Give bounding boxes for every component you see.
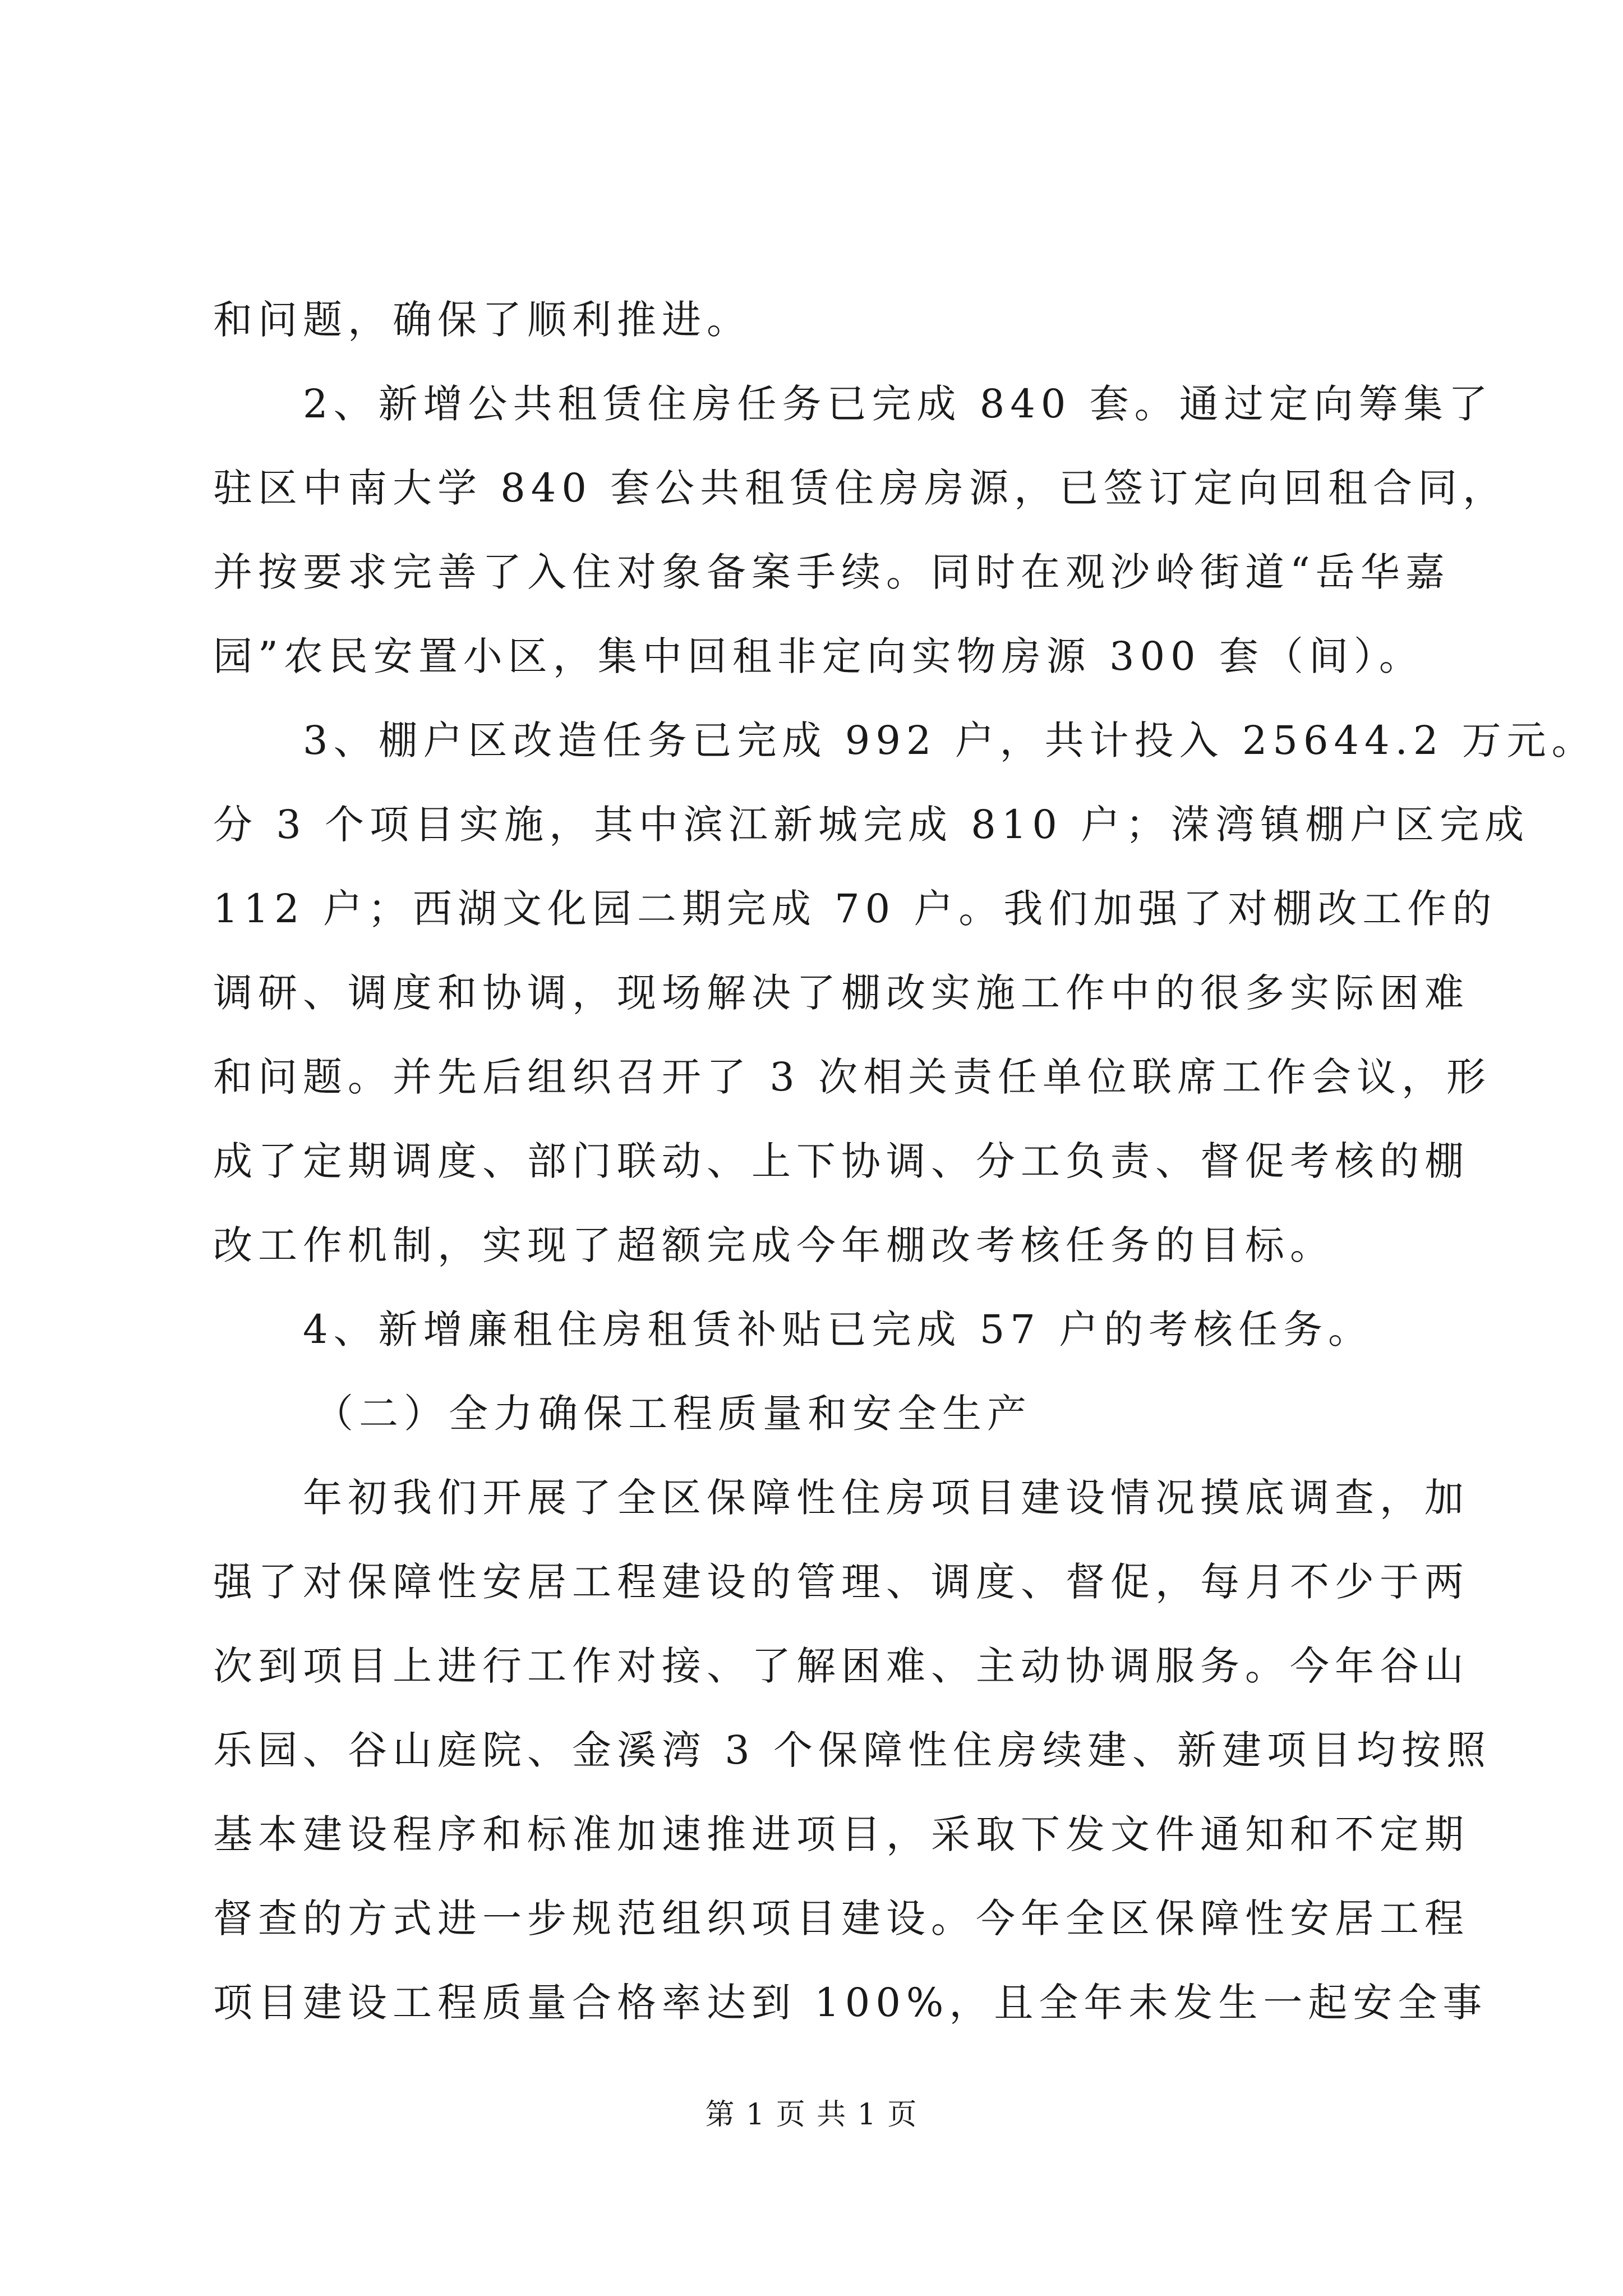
paragraph-line: 分 3 个项目实施，其中滨江新城完成 810 户；溁湾镇棚户区完成: [213, 802, 1530, 848]
paragraph-line: 112 户；西湖文化园二期完成 70 户。我们加强了对棚改工作的: [213, 886, 1497, 932]
paragraph-line: 调研、调度和协调，现场解决了棚改实施工作中的很多实际困难: [213, 970, 1469, 1016]
paragraph-line: 并按要求完善了入住对象备案手续。同时在观沙岭街道“岳华嘉: [213, 549, 1450, 595]
paragraph-line: 驻区中南大学 840 套公共租赁住房房源，已签订定向回租合同，: [213, 465, 1508, 511]
paragraph-line: 项目建设工程质量合格率达到 100%，且全年未发生一起安全事: [213, 1980, 1488, 2026]
paragraph-line: 园”农民安置小区，集中回租非定向实物房源 300 套（间）。: [213, 633, 1424, 679]
paragraph-line: 成了定期调度、部门联动、上下协调、分工负责、督促考核的棚: [213, 1138, 1469, 1184]
paragraph-line: 年初我们开展了全区保障性住房项目建设情况摸底调查，加: [303, 1475, 1469, 1521]
paragraph-line: 改工作机制，实现了超额完成今年棚改考核任务的目标。: [213, 1222, 1335, 1268]
paragraph-line: 基本建设程序和标准加速推进项目，采取下发文件通知和不定期: [213, 1811, 1469, 1857]
paragraph-line: 和问题。并先后组织召开了 3 次相关责任单位联席工作会议，形: [213, 1054, 1492, 1100]
paragraph-line: 和问题，确保了顺利推进。: [213, 297, 751, 343]
paragraph-line: 次到项目上进行工作对接、了解困难、主动协调服务。今年谷山: [213, 1643, 1469, 1689]
page-footer: 第 1 页 共 1 页: [705, 2098, 918, 2132]
paragraph-line: 乐园、谷山庭院、金溪湾 3 个保障性住房续建、新建项目均按照: [213, 1727, 1492, 1773]
paragraph-line: 2、新增公共租赁住房任务已完成 840 套。通过定向筹集了: [303, 381, 1493, 427]
section-heading: （二）全力确保工程质量和安全生产: [314, 1391, 1032, 1437]
paragraph-line: 督查的方式进一步规范组织项目建设。今年全区保障性安居工程: [213, 1895, 1469, 1941]
paragraph-line: 4、新增廉租住房租赁补贴已完成 57 户的考核任务。: [303, 1306, 1373, 1352]
paragraph-line: 强了对保障性安居工程建设的管理、调度、督促，每月不少于两: [213, 1559, 1469, 1605]
paragraph-line: 3、棚户区改造任务已完成 992 户，共计投入 25644.2 万元。: [303, 717, 1597, 763]
